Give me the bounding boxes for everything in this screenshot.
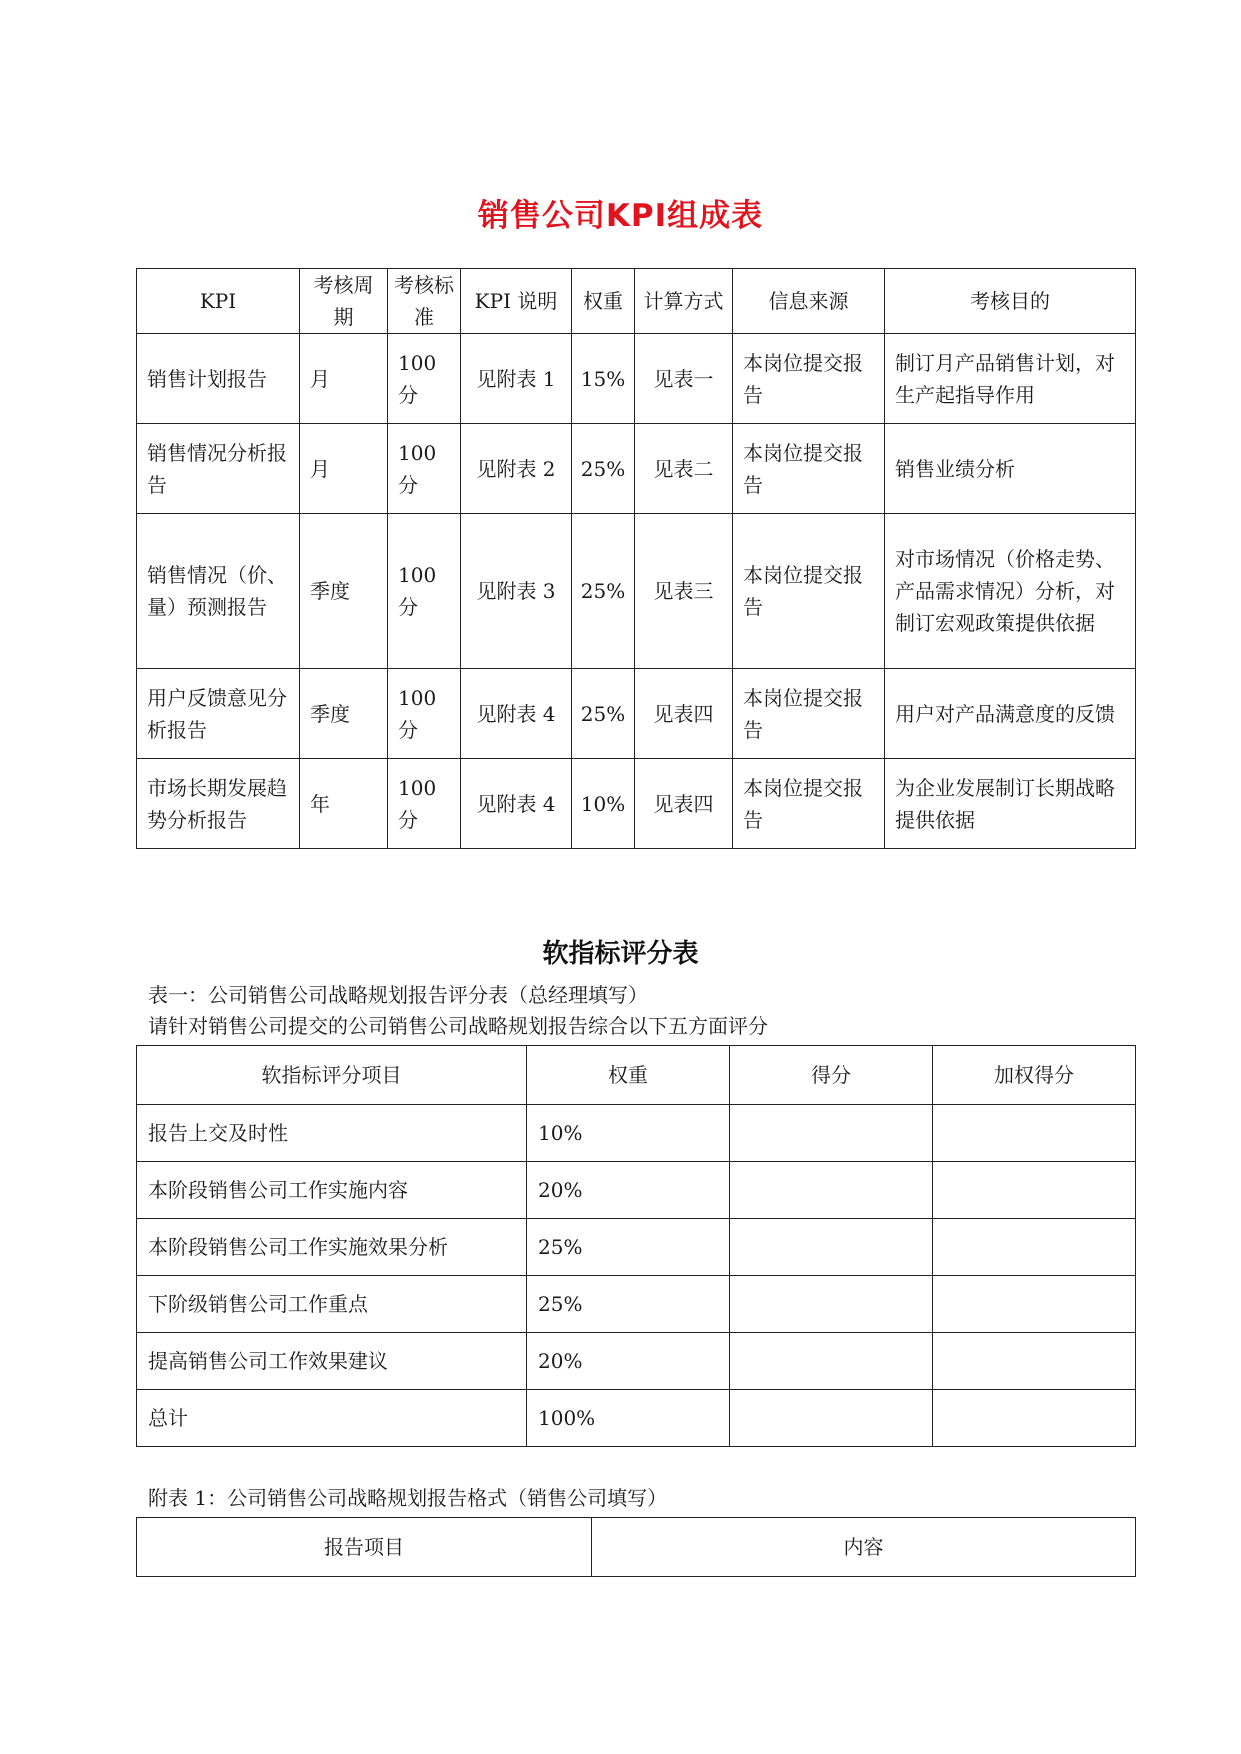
appendix-caption: 附表 1：公司销售公司战略规划报告格式（销售公司填写） [148,1486,668,1510]
soft-cell-weighted[interactable] [933,1333,1136,1390]
kpi-row [137,424,1136,514]
soft-cell-weighted[interactable] [933,1219,1136,1276]
kpi-cell-period: 季度 [300,514,388,669]
kpi-cell-purpose: 对市场情况（价格走势、产品需求情况）分析，对制订宏观政策提供依据 [885,514,1136,669]
soft-header-weight: 权重 [527,1046,730,1105]
kpi-cell-weight: 15% [572,334,635,424]
soft-cell-weighted[interactable] [933,1276,1136,1333]
soft-row [137,1276,1136,1333]
soft-index-table [136,1045,1136,1447]
kpi-cell-desc: 见附表 1 [461,334,572,424]
soft-header-score: 得分 [730,1046,933,1105]
soft-cell-item: 本阶段销售公司工作实施效果分析 [137,1219,527,1276]
kpi-header-row [137,269,1136,334]
kpi-cell-kpi: 用户反馈意见分析报告 [137,669,300,759]
kpi-cell-calc: 见表四 [635,759,733,849]
soft-row [137,1162,1136,1219]
soft-cell-item: 提高销售公司工作效果建议 [137,1333,527,1390]
soft-cell-weight: 10% [527,1105,730,1162]
soft-cell-weighted[interactable] [933,1162,1136,1219]
soft-cell-weight: 20% [527,1162,730,1219]
soft-header-item: 软指标评分项目 [137,1046,527,1105]
kpi-cell-calc: 见表四 [635,669,733,759]
kpi-cell-source: 本岗位提交报告 [733,514,885,669]
kpi-cell-calc: 见表二 [635,424,733,514]
kpi-cell-purpose: 销售业绩分析 [885,424,1136,514]
kpi-cell-weight: 10% [572,759,635,849]
kpi-cell-weight: 25% [572,424,635,514]
appendix-header-content: 内容 [592,1518,1136,1577]
soft-cell-weight: 100% [527,1390,730,1447]
kpi-cell-standard: 100分 [388,514,461,669]
kpi-cell-kpi: 销售情况（价、量）预测报告 [137,514,300,669]
kpi-row [137,514,1136,669]
soft-cell-item: 总计 [137,1390,527,1447]
kpi-cell-standard: 100分 [388,334,461,424]
kpi-cell-purpose: 用户对产品满意度的反馈 [885,669,1136,759]
soft-row [137,1333,1136,1390]
kpi-cell-desc: 见附表 4 [461,759,572,849]
kpi-cell-purpose: 制订月产品销售计划，对生产起指导作用 [885,334,1136,424]
kpi-cell-period: 月 [300,424,388,514]
kpi-cell-source: 本岗位提交报告 [733,424,885,514]
kpi-cell-kpi: 市场长期发展趋势分析报告 [137,759,300,849]
kpi-cell-standard: 100分 [388,759,461,849]
soft-cell-weight: 25% [527,1219,730,1276]
appendix-table [136,1517,1136,1577]
kpi-header-calc: 计算方式 [635,269,733,334]
kpi-cell-kpi: 销售计划报告 [137,334,300,424]
appendix-header-item: 报告项目 [137,1518,592,1577]
kpi-cell-desc: 见附表 4 [461,669,572,759]
kpi-header-desc: KPI 说明 [461,269,572,334]
kpi-cell-standard: 100分 [388,424,461,514]
kpi-cell-calc: 见表三 [635,514,733,669]
soft-cell-weighted[interactable] [933,1390,1136,1447]
kpi-cell-source: 本岗位提交报告 [733,669,885,759]
kpi-header-source: 信息来源 [733,269,885,334]
soft-table-instruction: 请针对销售公司提交的公司销售公司战略规划报告综合以下五方面评分 [148,1014,768,1038]
soft-cell-score[interactable] [730,1276,933,1333]
kpi-cell-calc: 见表一 [635,334,733,424]
soft-table-caption: 表一：公司销售公司战略规划报告评分表（总经理填写） [148,983,648,1007]
soft-row [137,1105,1136,1162]
kpi-header-standard: 考核标准 [388,269,461,334]
kpi-cell-desc: 见附表 2 [461,424,572,514]
soft-cell-score[interactable] [730,1333,933,1390]
kpi-header-kpi: KPI [137,269,300,334]
soft-header-weighted: 加权得分 [933,1046,1136,1105]
kpi-cell-period: 月 [300,334,388,424]
kpi-cell-weight: 25% [572,514,635,669]
kpi-cell-period: 季度 [300,669,388,759]
kpi-header-period: 考核周期 [300,269,388,334]
kpi-cell-kpi: 销售情况分析报告 [137,424,300,514]
soft-cell-item: 下阶级销售公司工作重点 [137,1276,527,1333]
soft-cell-score[interactable] [730,1105,933,1162]
soft-cell-item: 报告上交及时性 [137,1105,527,1162]
soft-cell-weight: 25% [527,1276,730,1333]
soft-row [137,1219,1136,1276]
soft-cell-weight: 20% [527,1333,730,1390]
kpi-cell-weight: 25% [572,669,635,759]
kpi-row [137,759,1136,849]
kpi-row [137,334,1136,424]
kpi-cell-period: 年 [300,759,388,849]
soft-index-title: 软指标评分表 [542,939,699,969]
kpi-header-weight: 权重 [572,269,635,334]
soft-cell-score[interactable] [730,1219,933,1276]
soft-row-total [137,1390,1136,1447]
page-title: 销售公司KPI组成表 [477,198,764,234]
kpi-row [137,669,1136,759]
soft-cell-weighted[interactable] [933,1105,1136,1162]
soft-cell-score[interactable] [730,1390,933,1447]
kpi-cell-desc: 见附表 3 [461,514,572,669]
kpi-table [136,268,1136,849]
kpi-cell-source: 本岗位提交报告 [733,759,885,849]
soft-cell-score[interactable] [730,1162,933,1219]
kpi-cell-purpose: 为企业发展制订长期战略提供依据 [885,759,1136,849]
appendix-header-row [137,1518,1136,1577]
soft-cell-item: 本阶段销售公司工作实施内容 [137,1162,527,1219]
soft-header-row [137,1046,1136,1105]
kpi-cell-standard: 100分 [388,669,461,759]
kpi-cell-source: 本岗位提交报告 [733,334,885,424]
kpi-header-purpose: 考核目的 [885,269,1136,334]
